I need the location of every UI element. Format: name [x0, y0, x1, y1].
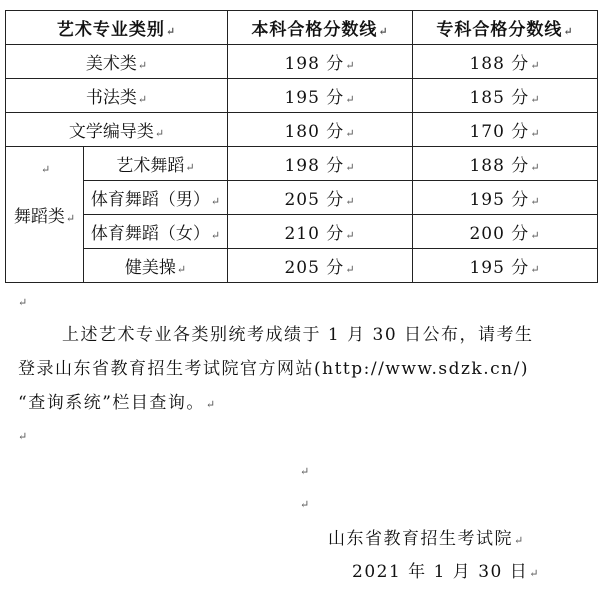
bachelor-score-cell: 210 分↵ [228, 215, 413, 249]
category-cell: 文学编导类↵ [6, 113, 228, 147]
paragraph-mark: ↵ [300, 498, 310, 511]
subcategory-cell: 体育舞蹈（男）↵ [84, 181, 228, 215]
table-row [6, 79, 598, 113]
subcategory-cell: 体育舞蹈（女）↵ [84, 215, 228, 249]
notice-line: 登录山东省教育招生考试院官方网站(http://www.sdzk.cn/) [18, 359, 529, 379]
notice-paragraph [18, 318, 600, 422]
associate-score-cell: 170 分↵ [413, 113, 598, 147]
dance-group-top-mark: ↵ [41, 163, 51, 176]
bachelor-score-cell: 198 分↵ [228, 45, 413, 79]
bachelor-score-cell: 205 分↵ [228, 249, 413, 283]
subcategory-cell: 健美操↵ [84, 249, 228, 283]
paragraph-mark: ↵ [300, 465, 310, 478]
subcategory-cell: 艺术舞蹈↵ [84, 147, 228, 181]
bachelor-score-cell: 205 分↵ [228, 181, 413, 215]
associate-score-cell: 195 分↵ [413, 181, 598, 215]
header-bachelor: 本科合格分数线↵ [228, 11, 413, 45]
table-row [6, 249, 598, 283]
associate-score-cell: 195 分↵ [413, 249, 598, 283]
paragraph-mark: ↵ [18, 430, 28, 443]
paragraph-mark: ↵ [18, 296, 28, 309]
table-row [6, 45, 598, 79]
header-associate: 专科合格分数线↵ [413, 11, 598, 45]
bachelor-score-cell: 180 分↵ [228, 113, 413, 147]
associate-score-cell: 200 分↵ [413, 215, 598, 249]
table-row [6, 215, 598, 249]
category-cell: 书法类↵ [6, 79, 228, 113]
associate-score-cell: 188 分↵ [413, 45, 598, 79]
notice-line: “查询系统”栏目查询。↵ [18, 393, 217, 413]
associate-score-cell: 188 分↵ [413, 147, 598, 181]
bachelor-score-cell: 198 分↵ [228, 147, 413, 181]
table-row [6, 147, 598, 181]
dance-group-cell: ↵ 舞蹈类↵ [6, 147, 84, 283]
category-cell: 美术类↵ [6, 45, 228, 79]
notice-line: 上述艺术专业各类别统考成绩于 1 月 30 日公布，请考生 [62, 325, 534, 345]
table-row [6, 113, 598, 147]
header-category: 艺术专业类别↵ [6, 11, 228, 45]
associate-score-cell: 185 分↵ [413, 79, 598, 113]
table-row [6, 181, 598, 215]
score-table [5, 10, 598, 283]
bachelor-score-cell: 195 分↵ [228, 79, 413, 113]
table-header-row [6, 11, 598, 45]
issue-date: 2021 年 1 月 30 日↵ [352, 562, 540, 582]
issuer-name: 山东省教育招生考试院↵ [328, 529, 525, 549]
